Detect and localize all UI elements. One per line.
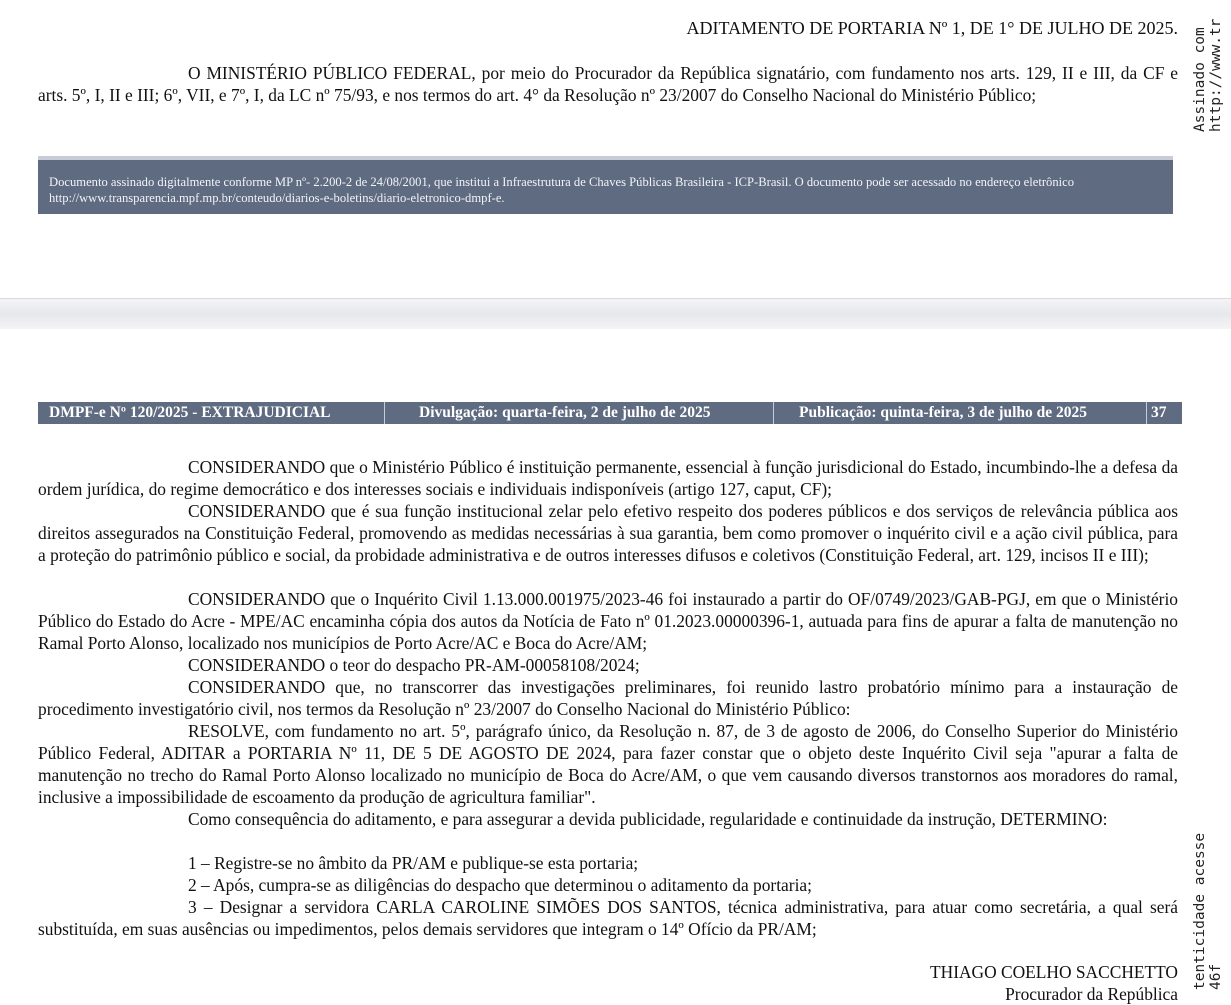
header-divider: [384, 402, 385, 424]
side-authenticity-code: 46f: [1208, 963, 1224, 990]
bottom-page: [0, 329, 1231, 1004]
divulgacao-date: Divulgação: quarta-feira, 2 de julho de 2025: [419, 404, 711, 421]
resolve-paragraph: RESOLVE, com fundamento no art. 5º, parágrafo único, da Resolução n. 87, de 3 de agosto de 2006, do Conselho Superior do Ministério Público Federal, ADITAR a PORTARIA Nº 11, DE 5 DE AGOSTO DE 2024, para fazer constar que o objeto deste Inquérito Civil seja "apurar a falta de manutenção no trecho do Ramal Porto Alonso localizado no município de Boca do Acre/AM, o que vem causando diversos transtornos aos moradores do ramal, inclusive a impossibilidade de escoamento da produção de agricultura familiar".: [38, 721, 1178, 807]
considerando-paragraph: CONSIDERANDO que é sua função institucional zelar pelo efetivo respeito dos poderes públicos e dos serviços de relevância pública aos direitos assegurados na Constituição Federal, promovendo as medidas necessárias à sua garantia, bem como promover o inquérito civil e a ação civil pública, para a proteção do patrimônio público e social, da probidade administrativa e de outros interesses difusos e coletivos (Constituição Federal, art. 129, incisos II e III);: [38, 501, 1178, 565]
considerando-paragraph: CONSIDERANDO que, no transcorrer das investigações preliminares, foi reunido lastro probatório mínimo para a instauração de procedimento investigatório civil, nos termos da Resolução nº 23/2007 do Conselho Nacional do Ministério Público:: [38, 677, 1178, 719]
considerando-paragraph: CONSIDERANDO o teor do despacho PR-AM-00058108/2024;: [188, 655, 640, 675]
signer-role: Procurador da República: [1005, 984, 1178, 1004]
header-divider: [773, 402, 774, 424]
journal-header-bar: [38, 402, 1182, 424]
side-signature-stamp: Assinado com: [1192, 27, 1208, 132]
determination-item: 3 – Designar a servidora CARLA CAROLINE SIMÕES DOS SANTOS, técnica administrativa, para atuar como secretária, a qual será substituída, em suas ausências ou impedimentos, pelos demais servidores que integram o 14º Ofício da PR/AM;: [38, 897, 1178, 939]
side-authenticity-stamp: tenticidade acesse: [1192, 832, 1208, 990]
publicacao-date: Publicação: quinta-feira, 3 de julho de 2025: [799, 404, 1088, 421]
opening-paragraph: O MINISTÉRIO PÚBLICO FEDERAL, por meio do Procurador da República signatário, com fundamento nos arts. 129, II e III, da CF e arts. 5º, I, II e III; 6º, VII, e 7º, I, da LC nº 75/93, e nos termos do art. 4° da Resolução nº 23/2007 do Conselho Nacional do Ministério Público;: [38, 63, 1178, 105]
edition-label: DMPF-e Nº 120/2025 - EXTRAJUDICIAL: [49, 404, 331, 421]
top-page: [0, 0, 1231, 298]
determination-item: 1 – Registre-se no âmbito da PR/AM e publique-se esta portaria;: [188, 853, 639, 873]
side-signature-url: http://www.tr: [1208, 18, 1224, 132]
document-title: ADITAMENTO DE PORTARIA Nº 1, DE 1° DE JULHO DE 2025.: [686, 18, 1178, 38]
header-divider: [1146, 402, 1147, 424]
page-separator: [0, 298, 1231, 330]
digital-signature-notice: Documento assinado digitalmente conforme MP nº- 2.200-2 de 24/08/2001, que institui a Infraestrutura de Chaves Públicas Brasileira - ICP-Brasil. O documento pode ser acessado no endereço eletrônico http://www.transparencia.mpf.mp.br/conteudo/diarios-e-boletins/diario-eletronico-dmpf-e.: [38, 156, 1173, 214]
signer-name: THIAGO COELHO SACCHETTO: [930, 962, 1178, 982]
determino-paragraph: Como consequência do aditamento, e para assegurar a devida publicidade, regularidade e continuidade da instrução, DETERMINO:: [188, 809, 1108, 829]
determination-item: 2 – Após, cumpra-se as diligências do despacho que determinou o aditamento da portaria;: [188, 875, 812, 895]
considerando-paragraph: CONSIDERANDO que o Inquérito Civil 1.13.000.001975/2023-46 foi instaurado a partir do OF/0749/2023/GAB-PGJ, em que o Ministério Público do Estado do Acre - MPE/AC encaminha cópia dos autos da Notícia de Fato nº 01.2023.00000396-1, autuada para fins de apurar a falta de manutenção no Ramal Porto Alonso, localizado nos municípios de Porto Acre/AC e Boca do Acre/AM;: [38, 589, 1178, 653]
considerando-paragraph: CONSIDERANDO que o Ministério Público é instituição permanente, essencial à função jurisdicional do Estado, incumbindo-lhe a defesa da ordem jurídica, do regime democrático e dos interesses sociais e individuais indisponíveis (artigo 127, caput, CF);: [38, 457, 1178, 499]
page-number: 37: [1151, 404, 1167, 421]
